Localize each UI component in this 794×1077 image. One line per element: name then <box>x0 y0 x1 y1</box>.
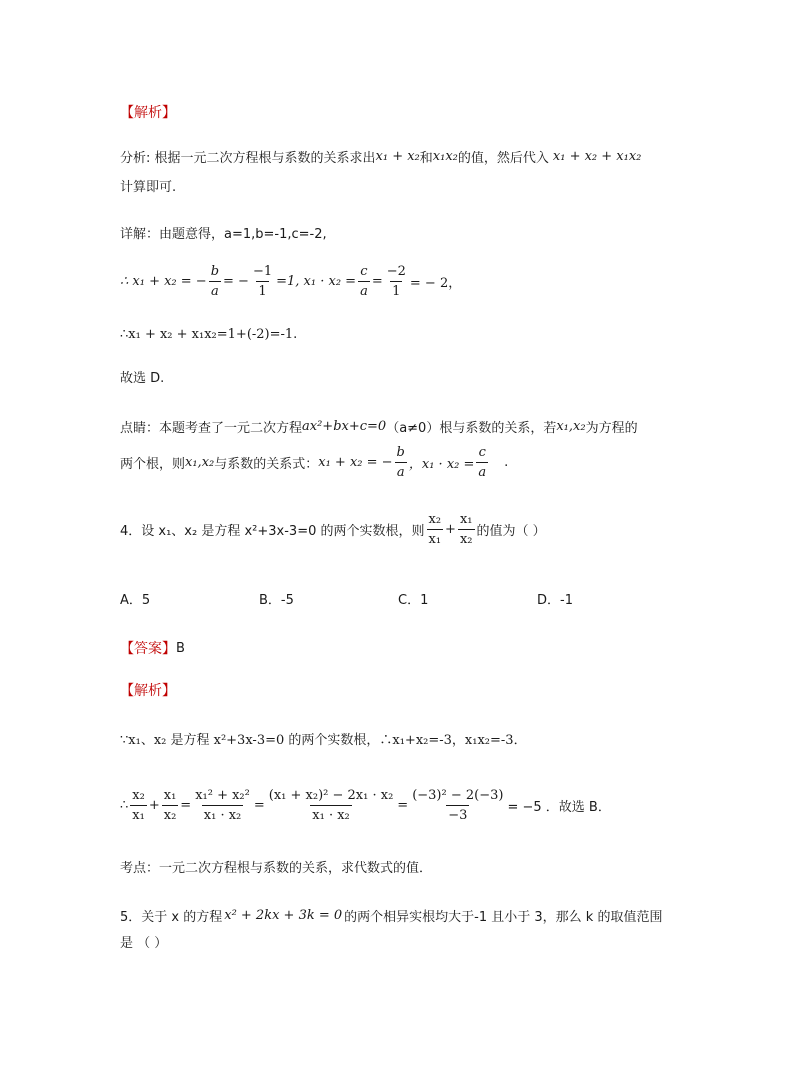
numerator: c <box>360 264 368 279</box>
comment-roots: x₁,x₂ <box>556 419 586 434</box>
numerator: x₂ <box>132 788 145 803</box>
solution-result: = −5 ．故选 B． <box>507 800 611 815</box>
numerator: c <box>478 445 486 460</box>
sol-frac-2 <box>162 788 179 823</box>
numerator: x₁ <box>459 512 473 527</box>
therefore-product: =1, x₁ · x₂ = <box>276 274 357 289</box>
answer-header: 【答案】 <box>120 641 176 657</box>
question-5-text-2: 的两个相异实根均大于-1 且小于 3，那么 k 的取值范围 <box>344 910 663 925</box>
equals-minus: = − <box>223 274 249 289</box>
question-5-equation: x² + 2kx + 3k = 0 <box>224 908 343 923</box>
therefore-symbol: ∴ <box>120 798 129 813</box>
denominator: x₁ · x₂ <box>202 805 243 823</box>
denominator: a <box>476 462 488 480</box>
analysis-line-2: 计算即可. <box>120 180 177 195</box>
comment-roots-2: x₁,x₂ <box>185 455 215 470</box>
denominator: 1 <box>256 281 268 299</box>
question-4-text-2: 的值为（ ） <box>476 524 546 539</box>
option-b[interactable]: B．-5 <box>259 593 294 608</box>
analysis-header-2: 【解析】 <box>120 683 176 699</box>
comment-line-1 <box>120 417 638 436</box>
sol-frac-5 <box>410 788 505 823</box>
question-5-stem-2: 是 （ ） <box>120 936 168 951</box>
q4-fraction-1 <box>427 512 444 547</box>
question-4-stem <box>120 512 546 547</box>
answer-select-d: 故选 D. <box>120 371 165 386</box>
denominator: −3 <box>446 805 469 823</box>
therefore-line-1: ∴ x₁ + x₂ = − $\frac{b}{a}$ = − $\frac{-1}{1}$ =1, x₁ · x₂ = $\frac{c}{a}$ = $\frac{-2}{1}$ = − 2， <box>120 264 462 299</box>
question-4-text: 4．设 x₁、x₂ 是方程 x²+3x-3=0 的两个实数根，则 <box>120 524 425 539</box>
analysis-text: 分析: 根据一元二次方程根与系数的关系求出 <box>120 151 376 166</box>
numerator: (x₁ + x₂)² − 2x₁ · x₂ <box>268 788 394 803</box>
kaodian-line: 考点：一元二次方程根与系数的关系，求代数式的值． <box>120 861 433 876</box>
denominator: x₁ · x₂ <box>310 805 351 823</box>
denominator: x₂ <box>162 805 179 823</box>
numerator: x₁² + x₂² <box>195 788 250 803</box>
analysis-then: 的值，然后代入 <box>457 151 549 166</box>
comment-fraction-b-over-a <box>395 445 407 480</box>
sol-frac-3 <box>193 788 252 823</box>
sol-frac-1 <box>130 788 147 823</box>
plus-sign: + <box>445 522 456 537</box>
numerator: −1 <box>252 264 273 279</box>
comment-end: . <box>504 455 509 470</box>
comment-equation: ax²+bx+c=0 <box>302 419 387 434</box>
sol-frac-4 <box>267 788 396 823</box>
comment-text-3: 为方程的 <box>585 421 638 436</box>
comment-product: ，x₁ · x₂ = <box>408 457 475 472</box>
therefore-line-2: ∴x₁ + x₂ + x₁x₂=1+(-2)=-1. <box>120 327 298 342</box>
question-5-stem <box>120 906 662 925</box>
solution-line-1: ∵x₁、x₂ 是方程 x²+3x-3=0 的两个实数根，∴x₁+x₂=-3，x₁x₂=-3． <box>120 733 527 748</box>
option-a[interactable]: A．5 <box>120 593 151 608</box>
fraction-minus2-over-1 <box>385 264 408 299</box>
question-5-text: 5．关于 x 的方程 <box>120 910 223 925</box>
therefore-sum: ∴ x₁ + x₂ = − <box>120 274 207 289</box>
analysis-sum: x₁ + x₂ <box>375 149 420 164</box>
option-c[interactable]: C．1 <box>398 593 429 608</box>
denominator: x₁ <box>427 529 444 547</box>
denominator: x₂ <box>458 529 475 547</box>
analysis-and: 和 <box>419 151 433 166</box>
numerator: x₂ <box>428 512 442 527</box>
denominator: a <box>395 462 407 480</box>
answer-line <box>120 638 185 658</box>
solution-line-2: ∴ $\frac{\text{x₂}}{\text{x₁}}$ + $\frac{\text{x₁}}{\text{x₂}}$ = $\frac{\text{x₁² + x₂²}}{\text{x₁ · x₂}}$ = $\frac{\text{(x₁ + x₂)² − 2x₁ · x₂}}{\text{x₁ · x₂}}$ = $\frac{\text{(−3)² − 2(−3)}}{-3}$ = −5 ．故选 B． <box>120 788 611 823</box>
comment-text-2: （a≠0）根与系数的关系，若 <box>386 421 557 436</box>
comment-text-4: 两个根，则 <box>120 457 186 472</box>
comment-text-5: 与系数的关系式： <box>214 457 319 472</box>
comment-text: 点睛：本题考查了一元二次方程 <box>120 421 303 436</box>
fraction-b-over-a <box>209 264 221 299</box>
comment-fraction-c-over-a <box>476 445 488 480</box>
analysis-header: 【解析】 <box>120 105 176 121</box>
q4-fraction-2 <box>458 512 475 547</box>
numerator: (−3)² − 2(−3) <box>412 788 504 803</box>
therefore-result: = − 2， <box>409 276 462 291</box>
denominator: 1 <box>390 281 402 299</box>
denominator: x₁ <box>130 805 147 823</box>
analysis-expression: x₁ + x₂ + x₁x₂ <box>552 149 642 164</box>
analysis-line-1 <box>120 147 641 166</box>
comment-line-2 <box>120 445 508 480</box>
denominator: a <box>209 281 221 299</box>
answer-value: B <box>176 640 185 656</box>
denominator: a <box>358 281 370 299</box>
detail-line: 详解：由题意得，a=1,b=-1,c=-2, <box>120 227 327 242</box>
comment-sum: x₁ + x₂ = − <box>318 455 393 470</box>
fraction-c-over-a <box>358 264 370 299</box>
numerator: b <box>396 445 405 460</box>
fraction-minus1-over-1 <box>251 264 274 299</box>
numerator: b <box>210 264 220 279</box>
numerator: x₁ <box>163 788 177 803</box>
option-d[interactable]: D．-1 <box>537 593 573 608</box>
numerator: −2 <box>386 264 406 279</box>
analysis-product: x₁x₂ <box>432 149 458 164</box>
